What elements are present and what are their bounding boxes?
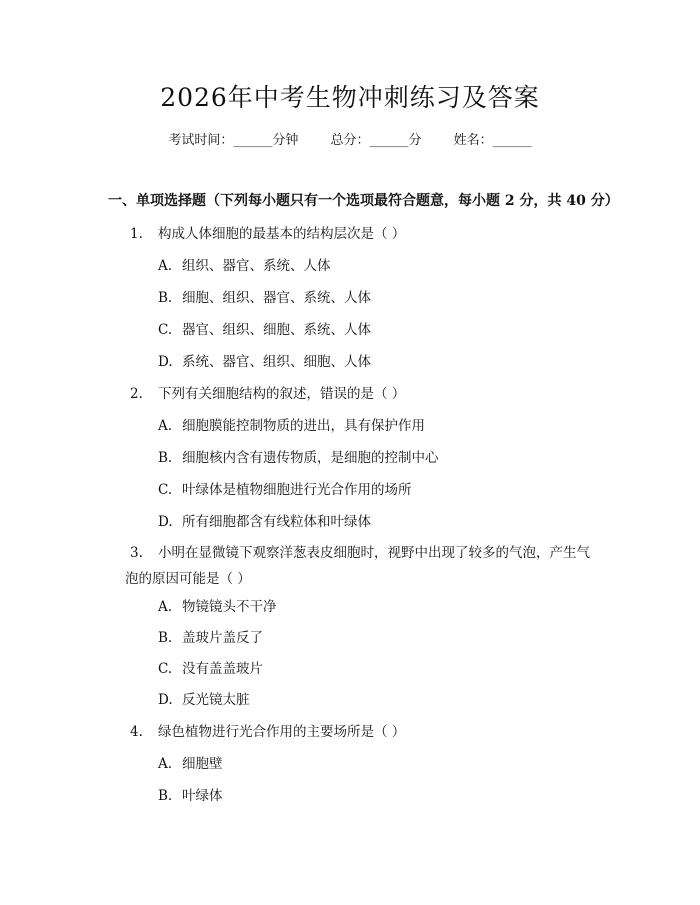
option-letter: A.: [158, 599, 173, 615]
question-4: [130, 721, 405, 743]
option-text: 系统、器官、组织、细胞、人体: [182, 354, 371, 370]
option-letter: D.: [158, 354, 173, 370]
question-number: 1.: [130, 226, 143, 242]
option-letter: B.: [158, 450, 173, 466]
question-4-option-b: [158, 785, 223, 807]
option-letter: B.: [158, 788, 173, 804]
option-text: 器官、组织、细胞、系统、人体: [182, 322, 371, 338]
question-stem: 下列有关细胞结构的叙述，错误的是（ ）: [158, 386, 406, 402]
question-1-option-b: [158, 287, 371, 309]
question-2-option-b: [158, 447, 439, 469]
question-stem: 绿色植物进行光合作用的主要场所是（ ）: [158, 724, 406, 740]
option-letter: A.: [158, 756, 173, 772]
question-2: [130, 383, 405, 405]
question-1-option-d: [158, 351, 371, 373]
option-letter: B.: [158, 290, 173, 306]
question-stem: 构成人体细胞的最基本的结构层次是（ ）: [158, 226, 406, 242]
question-3-option-b: [158, 627, 263, 649]
option-letter: A.: [158, 418, 173, 434]
question-4-option-a: [158, 753, 223, 775]
option-text: 细胞膜能控制物质的进出，具有保护作用: [182, 418, 425, 434]
option-letter: D.: [158, 514, 173, 530]
option-letter: C.: [158, 661, 173, 677]
option-text: 没有盖盖玻片: [182, 661, 263, 677]
question-3: [125, 540, 595, 592]
option-text: 细胞核内含有遗传物质，是细胞的控制中心: [182, 450, 439, 466]
option-letter: D.: [158, 692, 173, 708]
question-number: 3.: [130, 545, 143, 561]
option-letter: A.: [158, 258, 173, 274]
section-heading: 一、单项选择题（下列每小题只有一个选项最符合题意，每小题 2 分，共 40 分）: [108, 193, 619, 209]
option-text: 细胞、组织、器官、系统、人体: [182, 290, 371, 306]
page-title: 2026年中考生物冲刺练习及答案: [160, 83, 540, 112]
option-text: 所有细胞都含有线粒体和叶绿体: [182, 514, 371, 530]
total-score-field: 总分：______分: [330, 133, 422, 148]
question-number: 4.: [130, 724, 143, 740]
question-1-option-c: [158, 319, 371, 341]
question-1-option-a: [158, 255, 331, 277]
option-letter: B.: [158, 630, 173, 646]
option-letter: C.: [158, 322, 173, 338]
question-2-option-c: [158, 479, 412, 501]
question-3-option-d: [158, 689, 250, 711]
question-1: [130, 223, 405, 245]
question-2-option-d: [158, 511, 371, 533]
option-letter: C.: [158, 482, 173, 498]
question-3-option-c: [158, 658, 263, 680]
question-3-option-a: [158, 596, 277, 618]
question-2-option-a: [158, 415, 425, 437]
option-text: 叶绿体是植物细胞进行光合作用的场所: [182, 482, 412, 498]
option-text: 反光镜太脏: [182, 692, 250, 708]
student-name-field: 姓名：______: [453, 133, 532, 148]
option-text: 组织、器官、系统、人体: [182, 258, 331, 274]
option-text: 物镜镜头不干净: [182, 599, 277, 615]
exam-time-field: 考试时间：______分钟: [168, 133, 299, 148]
question-stem: 小明在显微镜下观察洋葱表皮细胞时，视野中出现了较多的气泡，产生气泡的原因可能是（ ）: [125, 545, 590, 587]
option-text: 细胞壁: [182, 756, 223, 772]
option-text: 盖玻片盖反了: [182, 630, 263, 646]
exam-info-line: [0, 130, 700, 152]
question-number: 2.: [130, 386, 143, 402]
option-text: 叶绿体: [182, 788, 223, 804]
